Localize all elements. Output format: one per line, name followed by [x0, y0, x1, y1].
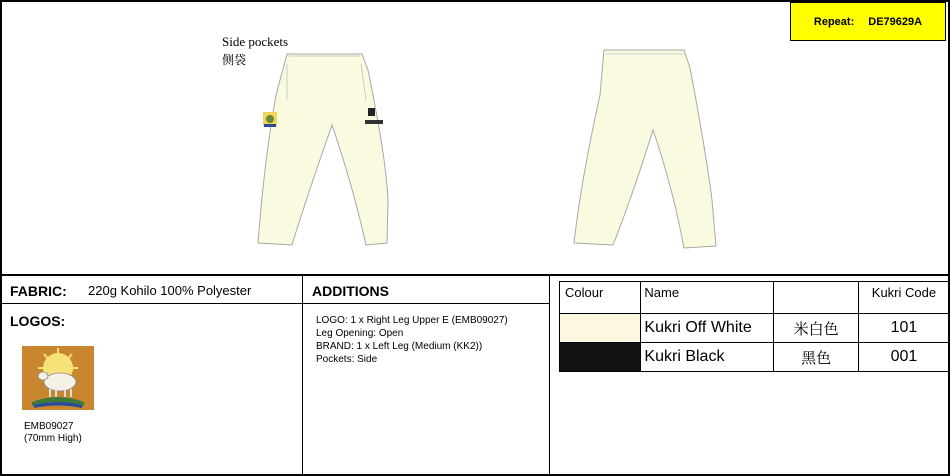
- colour-row: [560, 314, 950, 343]
- divider-main: [0, 274, 950, 276]
- additions-line: LOGO: 1 x Right Leg Upper E (EMB09027): [316, 315, 508, 326]
- header-zh: [774, 282, 859, 314]
- header-name: Name: [641, 282, 774, 314]
- front-trousers-drawing: [258, 54, 388, 245]
- additions-line: Leg Opening: Open: [316, 328, 404, 339]
- additions-list: [316, 314, 508, 366]
- colour-swatch: [560, 343, 641, 372]
- colour-table: [559, 281, 950, 372]
- colour-table-header: [560, 282, 950, 314]
- header-code: Kukri Code: [858, 282, 949, 314]
- divider-right: [549, 274, 550, 476]
- colour-name-zh: 米白色: [774, 314, 859, 343]
- additions-line: Pockets: Side: [316, 354, 378, 365]
- logo-caption: [24, 421, 82, 445]
- colour-code: 101: [858, 314, 949, 343]
- back-trousers-drawing: [574, 50, 716, 248]
- additions-title: ADDITIONS: [312, 283, 389, 299]
- fabric-value: 220g Kohilo 100% Polyester: [88, 283, 252, 298]
- side-pockets-label: Side pockets: [222, 34, 289, 49]
- repeat-label: Repeat:: [813, 15, 855, 28]
- side-pockets-label-zh: 侧袋: [222, 53, 247, 67]
- colour-row: [560, 343, 950, 372]
- colour-name-zh: 黑色: [774, 343, 859, 372]
- header-colour: Colour: [560, 282, 641, 314]
- divider-fabric: [0, 303, 550, 304]
- colour-swatch: [560, 314, 641, 343]
- divider-left: [302, 274, 303, 476]
- colour-name: Kukri Black: [641, 343, 774, 372]
- additions-line: BRAND: 1 x Left Leg (Medium (KK2)): [316, 341, 483, 352]
- lamb-emblem-icon: [22, 346, 94, 410]
- fabric-title: FABRIC:: [10, 283, 67, 299]
- logo-size: (70mm High): [24, 433, 82, 444]
- repeat-code: DE79629A: [868, 15, 923, 28]
- colour-name: Kukri Off White: [641, 314, 774, 343]
- logos-title: LOGOS:: [10, 313, 66, 329]
- colour-code: 001: [858, 343, 949, 372]
- logo-code: EMB09027: [24, 421, 74, 432]
- repeat-badge: [790, 2, 946, 41]
- front-logo-mark: [263, 112, 277, 127]
